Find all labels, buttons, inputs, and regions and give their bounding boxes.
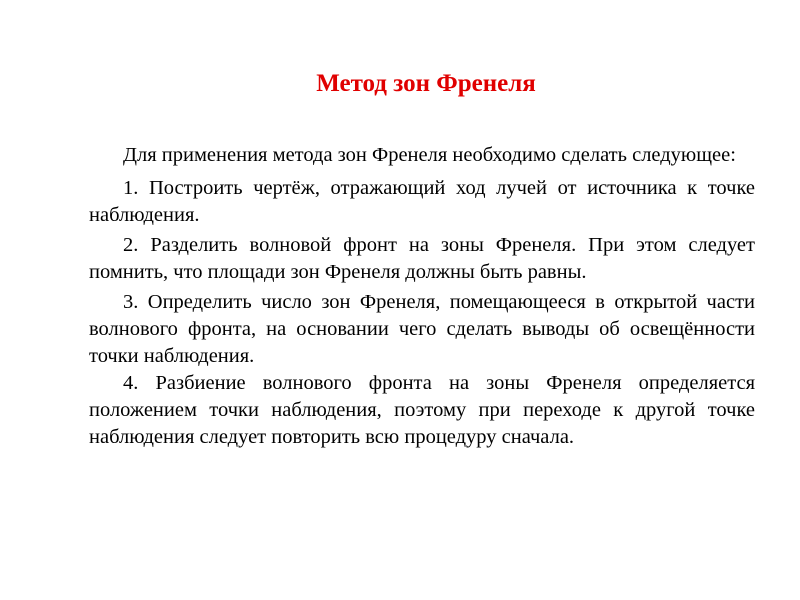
intro-paragraph: Для применения метода зон Френеля необходимо сделать следующее: xyxy=(123,144,736,166)
slide-title: Метод зон Френеля xyxy=(316,70,536,97)
step-3-paragraph: 3. Определить число зон Френеля, помещающееся в открытой части волнового фронта, на основании чего сделать выводы об освещённости точки наблюдения. xyxy=(89,291,755,367)
step-2-paragraph: 2. Разделить волновой фронт на зоны Френеля. При этом следует помнить, что площади зон Френеля должны быть равны. xyxy=(89,234,755,283)
step-1-paragraph: 1. Построить чертёж, отражающий ход лучей от источника к точке наблюдения. xyxy=(89,177,755,226)
slide-body xyxy=(89,142,755,451)
step-4-paragraph: 4. Разбиение волнового фронта на зоны Френеля определяется положением точки наблюдения, поэтому при переходе к другой точке наблюдения следует повторить всю процедуру сначала. xyxy=(89,372,755,448)
